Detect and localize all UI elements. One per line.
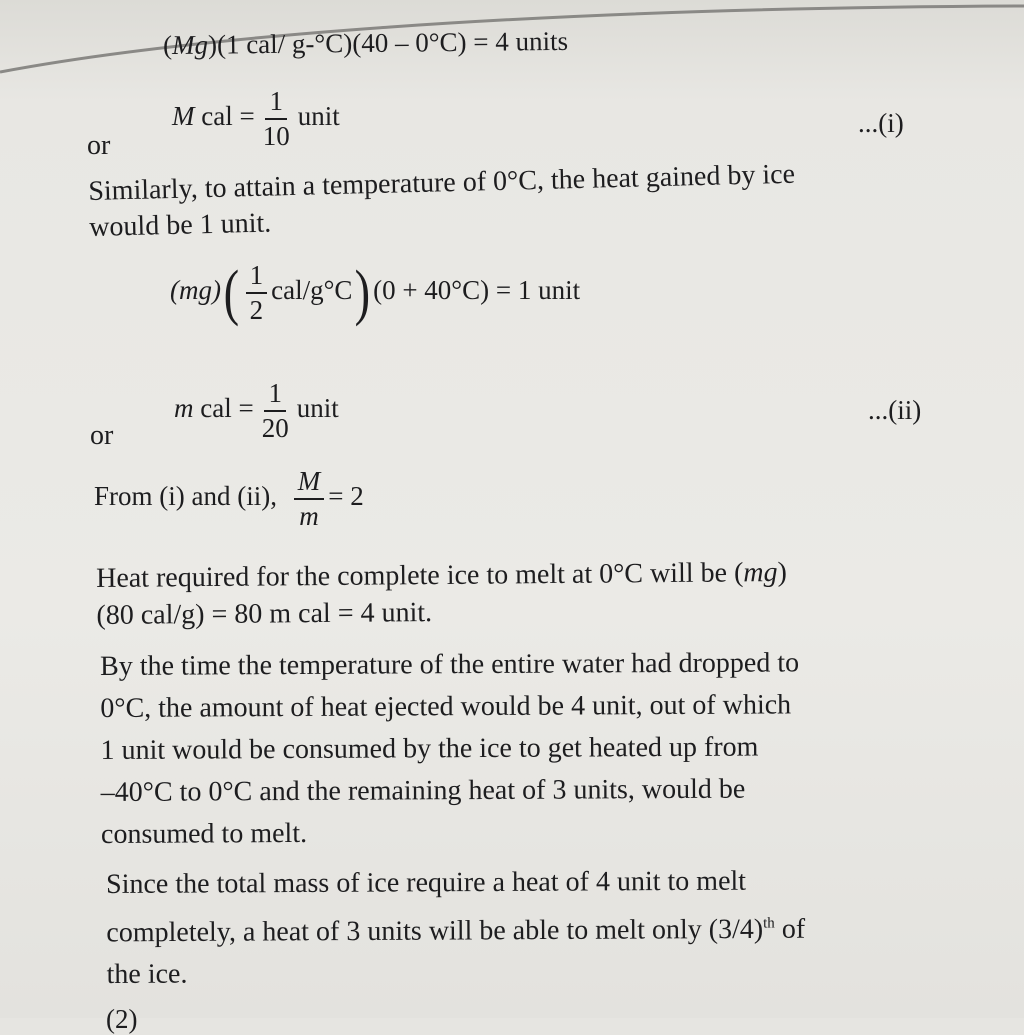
eq4-variable: m bbox=[174, 393, 194, 424]
eq5-fraction bbox=[294, 468, 325, 530]
para3-line3: 1 unit would be consumed by the ice to get heated up from bbox=[100, 731, 759, 766]
eq2-fraction bbox=[259, 88, 294, 150]
eq5-text: From (i) and (ii), bbox=[94, 481, 277, 512]
eq5-rhs: = 2 bbox=[328, 481, 364, 512]
eq4-lhs: cal = bbox=[193, 393, 254, 424]
para3-line5: consumed to melt. bbox=[100, 817, 308, 850]
equation-ratio bbox=[94, 468, 364, 530]
eq3-mass: (mg) bbox=[170, 275, 221, 306]
eq3-unit: cal/g°C bbox=[271, 275, 353, 306]
para1-line2: would be 1 unit. bbox=[88, 207, 272, 243]
para-temperature-dropped bbox=[100, 642, 800, 856]
para2-line1-c: ) bbox=[777, 556, 788, 589]
para3-line2: 0°C, the amount of heat ejected would be 4 unit, out of which bbox=[100, 689, 792, 724]
eq2-unit: unit bbox=[297, 101, 340, 132]
para-total-mass bbox=[106, 860, 805, 996]
eq4-unit: unit bbox=[296, 393, 339, 424]
equation-heat-water bbox=[163, 26, 568, 61]
eq5-numerator: M bbox=[294, 468, 325, 500]
eq4-fraction bbox=[258, 380, 293, 442]
para3-line1: By the time the temperature of the entire water had dropped to bbox=[100, 647, 800, 682]
para4-line1: Since the total mass of ice require a heat of 4 unit to melt bbox=[106, 865, 747, 900]
eq4-denominator: 20 bbox=[261, 413, 289, 443]
eq3-rest: (0 + 40°C) = 1 unit bbox=[373, 275, 581, 306]
eq2-variable: M bbox=[172, 101, 195, 132]
eq1-rest: )(1 cal/ g-°C)(40 – 0°C) = 4 units bbox=[207, 25, 569, 60]
bottom-fragment: (2) bbox=[106, 1004, 138, 1034]
eq4-or-label: or bbox=[90, 420, 114, 451]
equation-m-cal bbox=[174, 380, 339, 442]
para2-line1-mg: mg bbox=[743, 557, 778, 589]
eq1-open: ( bbox=[162, 30, 173, 61]
equation-heat-ice bbox=[170, 259, 581, 327]
para4-line3: the ice. bbox=[106, 958, 188, 991]
eq2-lhs: cal = bbox=[194, 101, 255, 132]
eq2-tag: ...(i) bbox=[858, 108, 904, 138]
para2-line1 bbox=[96, 554, 787, 597]
para4-superscript: th bbox=[763, 915, 775, 932]
equation-M-cal bbox=[172, 88, 340, 150]
eq1-mass: Mg bbox=[171, 29, 209, 61]
para4-line2-a: completely, a heat of 3 units will be able to melt only (3/4) bbox=[106, 913, 764, 949]
para2-line2: (80 cal/g) = 80 m cal = 4 unit. bbox=[96, 597, 433, 631]
eq5-denominator: m bbox=[299, 501, 319, 531]
para3-line4: –40°C to 0°C and the remaining heat of 3 units, would be bbox=[100, 773, 746, 808]
eq2-denominator: 10 bbox=[262, 121, 290, 151]
eq3-numerator: 1 bbox=[246, 262, 268, 294]
para4-line2-b: of bbox=[774, 913, 806, 945]
para1-line1: Similarly, to attain a temperature of 0°C, the heat gained by ice bbox=[88, 158, 796, 207]
para4-line2 bbox=[106, 902, 805, 954]
para2-line1-a: Heat required for the complete ice to melt at 0°C will be ( bbox=[96, 557, 744, 594]
eq2-numerator: 1 bbox=[265, 88, 287, 120]
para-heat-required bbox=[96, 554, 787, 634]
eq2-or-label: or bbox=[87, 130, 111, 161]
eq3-denominator: 2 bbox=[249, 295, 264, 325]
eq3-left-paren: ( bbox=[223, 259, 240, 327]
eq4-numerator: 1 bbox=[264, 380, 286, 412]
eq3-right-paren: ) bbox=[355, 259, 371, 327]
para-similarly bbox=[88, 159, 796, 244]
eq3-fraction bbox=[246, 262, 268, 324]
eq4-tag: ...(ii) bbox=[868, 395, 922, 425]
